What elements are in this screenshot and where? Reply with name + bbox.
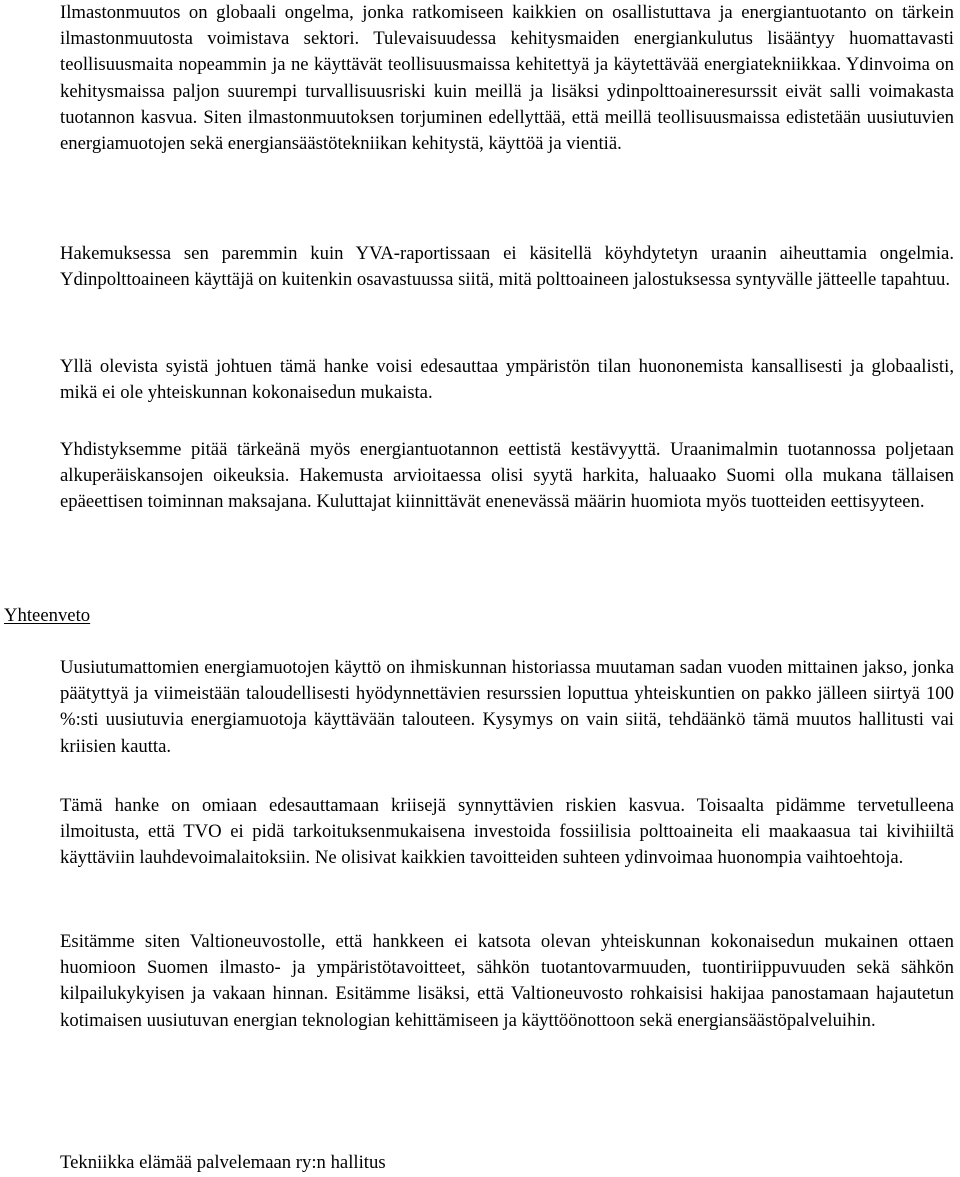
paragraph-ethics: Yhdistyksemme pitää tärkeänä myös energiantuotannon eettistä kestävyyttä. Uraanimalmin tuotannossa poljetaan alkuperäiskansojen oikeuksia. Hakemusta arvioitaessa olisi syytä harkita, haluaako Suomi olla mukana tällaisen epäeettisen toiminnan maksajana. Kuluttajat kiinnittävät enenevässä määrin huomiota myös tuotteiden eettisyyteen. [60, 439, 954, 513]
paragraph-environmental-impact: Yllä olevista syistä johtuen tämä hanke voisi edesauttaa ympäristön tilan huononemista kansallisesti ja globaalisti, mikä ei ole yhteiskunnan kokonaisedun mukaista. [60, 356, 954, 404]
signature-line: Tekniikka elämää palvelemaan ry:n hallitus [60, 1152, 386, 1173]
paragraph-summary-proposal: Esitämme siten Valtioneuvostolle, että hankkeen ei katsota olevan yhteiskunnan kokonaisedun mukainen ottaen huomioon Suomen ilmasto- ja ympäristötavoitteet, sähkön tuotantovarmuuden, tuontiriippuvuuden sekä sähkön kilpailukykyisen ja vakaan hinnan. Esitämme lisäksi, että Valtioneuvosto rohkaisisi hakijaa panostamaan hajautetun kotimaisen uusiutuvan energian teknologian kehittämiseen ja käyttöönottoon sekä energiansäästöpalveluihin. [60, 931, 954, 1031]
paragraph-depleted-uranium: Hakemuksessa sen paremmin kuin YVA-raportissaan ei käsitellä köyhdytetyn uraanin aiheuttamia ongelmia. Ydinpolttoaineen käyttäjä on kuitenkin osavastuussa siitä, mitä polttoaineen jalostuksessa syntyvälle jätteelle tapahtuu. [60, 243, 954, 291]
paragraph-summary-risks: Tämä hanke on omiaan edesauttamaan kriisejä synnyttävien riskien kasvua. Toisaalta pidämme tervetulleena ilmoitusta, että TVO ei pidä tarkoituksenmukaisena investoida fossiilisia polttoaineita eli maakaasua tai kivihiiltä käyttäviin lauhdevoimalaitoksiin. Ne olisivat kaikkien tavoitteiden suhteen ydinvoimaa huonompia vaihtoehtoja. [60, 795, 954, 869]
paragraph-climate-change: Ilmastonmuutos on globaali ongelma, jonka ratkomiseen kaikkien on osallistuttava ja energiantuotanto on tärkein ilmastonmuutosta voimistava sektori. Tulevaisuudessa kehitysmaiden energiankulutus lisääntyy huomattavasti teollisuusmaita nopeammin ja ne käyttävät teollisuusmaissa kehitettyä ja käytettävää energiatekniikkaa. Ydinvoima on kehitysmaissa paljon suurempi turvallisuusriski kuin meillä ja lisäksi ydinpolttoaineresurssit eivät salli voimakasta tuotannon kasvua. Siten ilmastonmuutoksen torjuminen edellyttää, että meillä teollisuusmaissa edistetään uusiutuvien energiamuotojen sekä energiansäästötekniikan kehitystä, käyttöä ja vientiä. [60, 2, 954, 155]
section-heading-summary: Yhteenveto [4, 605, 91, 626]
paragraph-summary-history: Uusiutumattomien energiamuotojen käyttö on ihmiskunnan historiassa muutaman sadan vuoden mittainen jakso, jonka päätyttyä ja viimeistään taloudellisesti hyödynnettävien resurssien loputtua yhteiskuntien on pakko jälleen siirtyä 100 %:sti uusiutuvia energiamuotoja käyttävään talouteen. Kysymys on vain siitä, tehdäänkö tämä muutos hallitusti vai kriisien kautta. [60, 657, 954, 757]
